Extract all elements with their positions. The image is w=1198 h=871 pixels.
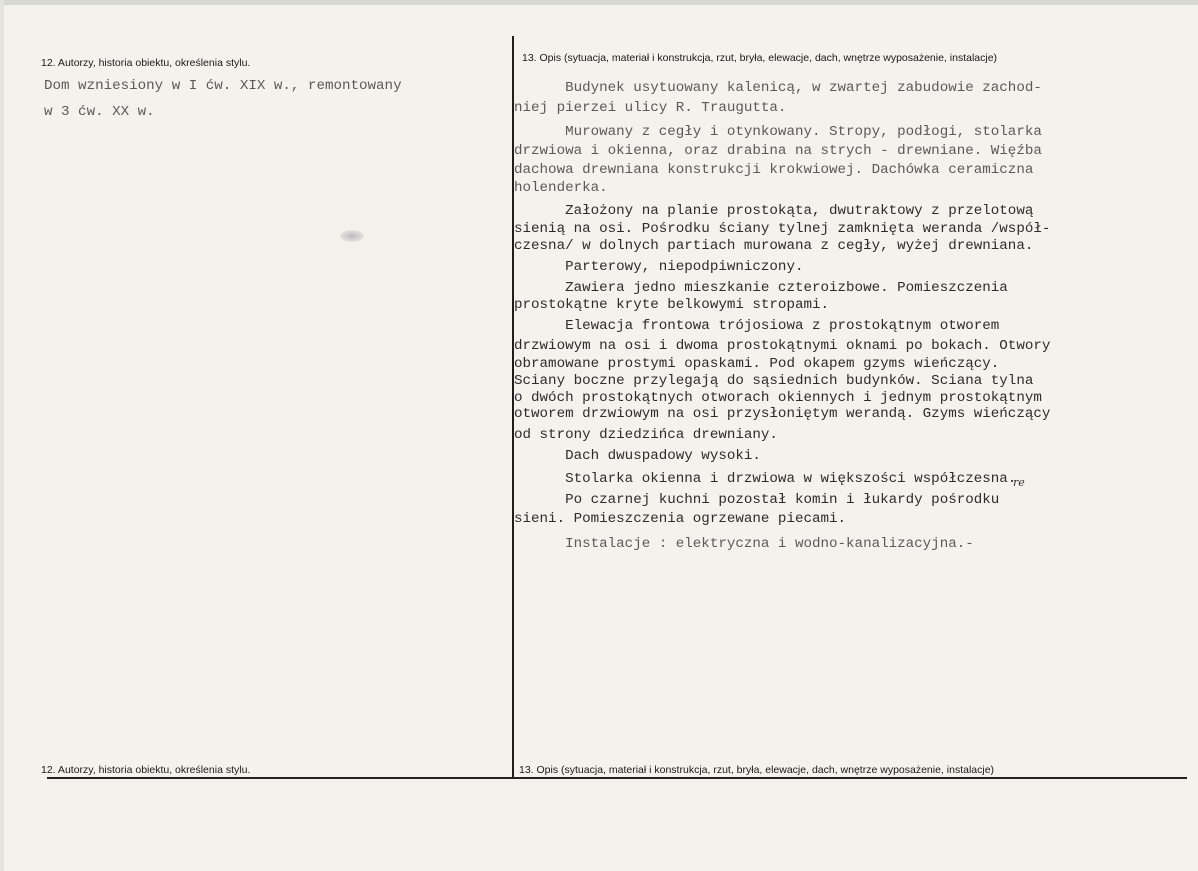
history-line-1: Dom wzniesiony w I ćw. XIX w., remontowany (44, 78, 402, 94)
description-line: holenderka. (514, 180, 608, 196)
description-line: Założony na planie prostokąta, dwutraktowy z przelotową (514, 203, 1034, 219)
description-line: drzwiowa i okienna, oraz drabina na strych - drewniane. Więźba (514, 143, 1042, 159)
description-line: Murowany z cegły i otynkowany. Stropy, podłogi, stolarka (514, 124, 1042, 140)
description-line: Elewacja frontowa trójosiowa z prostokątnym otworem (514, 318, 1000, 334)
description-line: drzwiowym na osi i dwoma prostokątnymi oknami po bokach. Otwory (514, 338, 1051, 354)
left-paper-edge (0, 0, 4, 871)
bottom-rule-line (47, 777, 1187, 779)
description-line: Po czarnej kuchni pozostał komin i łukardy pośrodku (514, 492, 1000, 508)
section-12-heading: 12. Autorzy, historia obiektu, określenia stylu. (41, 57, 251, 69)
description-line: sieni. Pomieszczenia ogrzewane piecami. (514, 511, 847, 527)
description-line: od strony dziedzińca drewniany. (514, 427, 778, 443)
description-line: obramowane prostymi opaskami. Pod okapem gzyms wieńczący. (514, 356, 1000, 372)
top-paper-edge (0, 0, 1198, 5)
paper-smudge (340, 230, 364, 242)
description-line: o dwóch prostokątnych otworach okiennych i jednym prostokątnym (514, 390, 1042, 406)
history-line-2: w 3 ćw. XX w. (44, 104, 155, 120)
description-line: prostokątne kryte belkowymi stropami. (514, 297, 830, 313)
handwritten-correction: re (1013, 476, 1025, 489)
description-line: sienią na osi. Pośrodku ściany tylnej zamknięta weranda /współ- (514, 221, 1051, 237)
description-line: Zawiera jedno mieszkanie czteroizbowe. Pomieszczenia (514, 280, 1008, 296)
section-13-heading: 13. Opis (sytuacja, materiał i konstrukcja, rzut, bryła, elewacje, dach, wnętrze wyposażenie, instalacje) (522, 52, 998, 64)
description-line: Budynek usytuowany kalenicą, w zwartej zabudowie zachod- (514, 80, 1042, 96)
section-12-heading-next: 12. Autorzy, historia obiektu, określenia stylu. (41, 764, 251, 776)
description-line: Instalacje : elektryczna i wodno-kanalizacyjna.- (514, 536, 974, 552)
description-line: Parterowy, niepodpiwniczony. (514, 259, 804, 275)
section-13-heading-next: 13. Opis (sytuacja, materiał i konstrukcja, rzut, bryła, elewacje, dach, wnętrze wyposażenie, instalacje) (519, 764, 995, 776)
description-line: niej pierzei ulicy R. Traugutta. (514, 100, 787, 116)
description-line: Sciany boczne przylegają do sąsiednich budynków. Sciana tylna (514, 373, 1034, 389)
description-line: dachowa drewniana konstrukcji krokwiowej. Dachówka ceramiczna (514, 162, 1034, 178)
description-line: czesna/ w dolnych partiach murowana z cegły, wyżej drewniana. (514, 238, 1034, 254)
description-line: otworem drzwiowym na osi przysłoniętym werandą. Gzyms wieńczący (514, 406, 1051, 422)
description-line: Dach dwuspadowy wysoki. (514, 448, 761, 464)
description-line: Stolarka okienna i drzwiowa w większości współczesna. (514, 471, 1017, 487)
